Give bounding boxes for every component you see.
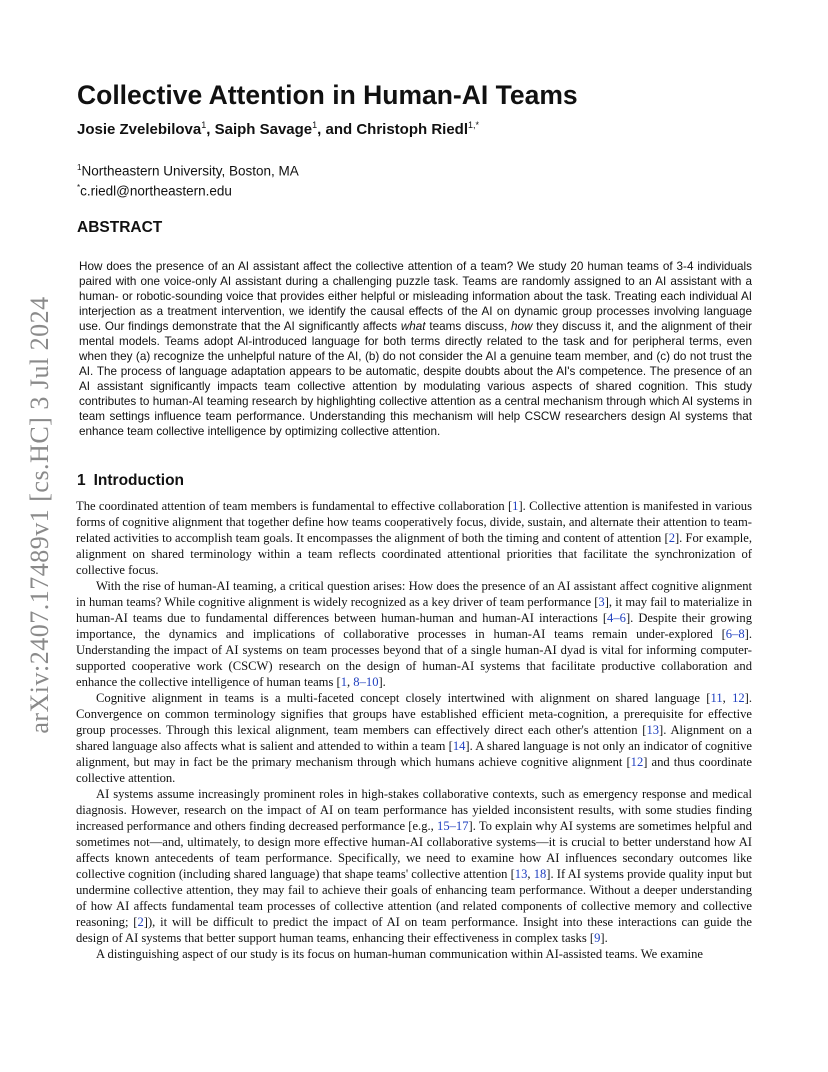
text-run: ]. bbox=[600, 931, 608, 945]
text-run: The coordinated attention of team members is fundamental to effective collaboration [ bbox=[76, 499, 513, 513]
introduction-body bbox=[76, 498, 752, 962]
text-run: AI systems assume increasingly prominent roles in high-stakes collaborative contexts, such as emergency response and medical diagnosis. However, research on the impact of AI on team performance has yielded inconsistent results, with some studies finding increased performance and others finding decreased performance [e.g., bbox=[76, 787, 752, 833]
citation-link[interactable]: 8–10 bbox=[353, 675, 379, 689]
affiliation-mark: * bbox=[77, 182, 81, 192]
affiliations bbox=[77, 160, 299, 199]
body-paragraph bbox=[76, 690, 752, 786]
author-name: Christoph Riedl bbox=[356, 121, 468, 138]
citation-link[interactable]: 12 bbox=[732, 691, 745, 705]
citation-link[interactable]: 9 bbox=[594, 931, 601, 945]
text-run: ]. Understanding the impact of AI systems on team processes beyond that of a single human-AI dyad is vital for informing computer-supported cooperative work (CSCW) research on the design of human-AI systems that facilitate productive collaboration and enhance the collective intelligence of human teams [ bbox=[76, 627, 752, 689]
author-separator: , bbox=[206, 121, 215, 138]
citation-link[interactable]: 11 bbox=[710, 691, 723, 705]
citation-link[interactable]: 13 bbox=[514, 867, 528, 881]
text-run: , bbox=[722, 691, 733, 705]
body-paragraph bbox=[76, 578, 752, 690]
text-run: they discuss it, and the alignment of their mental models. Teams adopt AI-introduced language for both terms directly related to the task and for peripheral terms, even when they (a) recognize the unhelpful nature of the AI, (b) do not consider the AI a genuine team member, and (c) do not trust the AI. The process of language adaptation appears to be automatic, despite doubts about the AI's competence. The presence of an AI assistant significantly impacts team collective attention by modulating various aspects of shared cognition. This study contributes to human-AI teaming research by highlighting collective attention as a central mechanism through which AI systems in team settings influence team performance. Understanding this mechanism will help CSCW researchers design AI systems that enhance team collective intelligence by optimizing collective attention. bbox=[79, 320, 752, 438]
paper-title: Collective Attention in Human-AI Teams bbox=[77, 80, 578, 110]
author-affiliation-mark: 1 bbox=[312, 120, 318, 130]
author-name: Josie Zvelebilova bbox=[77, 121, 202, 138]
section-heading bbox=[77, 472, 184, 490]
arxiv-sidebar bbox=[22, 296, 58, 734]
citation-link[interactable]: 13 bbox=[646, 723, 660, 737]
citation-link[interactable]: 2 bbox=[668, 531, 675, 545]
text-run: ]. bbox=[378, 675, 386, 689]
text-run: , bbox=[347, 675, 354, 689]
text-run: ]. Alignment on a shared language also affects what is salient and attended to within a team [ bbox=[76, 723, 752, 753]
section-title: Introduction bbox=[93, 472, 185, 489]
text-run: ]. To explain why AI systems are sometimes helpful and sometimes not—and, ultimately, to design more effective human-AI collaborative systems—it is crucial to better understand how AI affects known antecedents of team performance. Specifically, we need to examine how AI influences secondary outcomes like collective cognition (including shared language) that shape teams' collective attention [ bbox=[76, 819, 752, 881]
affiliation-line bbox=[77, 160, 299, 180]
citation-link[interactable]: 6–8 bbox=[725, 627, 745, 641]
text-run: A distinguishing aspect of our study is its focus on human-human communication within AI-assisted teams. We examine bbox=[96, 947, 704, 961]
author-separator: , and bbox=[317, 121, 357, 138]
text-run: How does the presence of an AI assistant affect the collective attention of a team? We study 20 human teams of 3-4 individuals paired with one voice-only AI assistant during a challenging puzzle task. Teams are randomly assigned to an AI assistant with a human- or robotic-sounding voice that provides either helpful or misleading information about the task. Treating each individual AI interjection as a treatment intervention, we identify the causal effects of the AI on dynamic group processes involving language use. Our findings demonstrate that the AI significantly affects bbox=[79, 260, 752, 333]
author-affiliation-mark: 1,* bbox=[468, 120, 480, 130]
citation-link[interactable]: 4–6 bbox=[607, 611, 626, 625]
emphasis-text: how bbox=[511, 320, 533, 333]
text-run: ], it may fail to materialize in human-AI teams due to fundamental differences between human-human and human-AI interactions [ bbox=[76, 595, 752, 625]
citation-link[interactable]: 3 bbox=[598, 595, 605, 609]
arxiv-identifier: arXiv:2407.17489v1 [cs.HC] 3 Jul 2024 bbox=[25, 296, 54, 734]
corresponding-email[interactable]: c.riedl@northeastern.edu bbox=[80, 183, 232, 198]
citation-link[interactable]: 18 bbox=[533, 867, 547, 881]
citation-link[interactable]: 12 bbox=[630, 755, 644, 769]
affiliation-text: Northeastern University, Boston, MA bbox=[81, 163, 299, 179]
text-run: ]. Convergence on common terminology signifies that groups have established efficient meta-cognition, a prerequisite for effective group processes. Through this lexical alignment, team members can effectively direct each other's attention [ bbox=[76, 691, 753, 737]
text-run: ]. A shared language is not only an indicator of cognitive alignment, but may in fact be the primary mechanism through which humans achieve cognitive alignment [ bbox=[76, 739, 752, 769]
body-paragraph bbox=[76, 498, 752, 578]
author-list bbox=[77, 120, 479, 138]
text-run: ]. If AI systems provide quality input but undermine collective attention, they may fail to achieve their goals of enhancing team performance. Without a deeper understanding of how AI affects fundamental team processes of collective attention (and related components of collective memory and collective reasoning; [ bbox=[76, 867, 753, 929]
text-run: ] and thus coordinate collective attention. bbox=[76, 755, 752, 785]
affiliation-line bbox=[77, 180, 299, 200]
citation-link[interactable]: 1 bbox=[512, 499, 519, 513]
affiliation-mark: 1 bbox=[77, 163, 82, 172]
text-run: With the rise of human-AI teaming, a critical question arises: How does the presence of an AI assistant affect cognitive alignment in human teams? While cognitive alignment is widely recognized as a key driver of team performance [ bbox=[76, 579, 752, 609]
text-run: teams discuss, bbox=[425, 320, 512, 333]
text-run: , bbox=[527, 867, 534, 881]
text-run: ]. Despite their growing importance, the dynamics and implications of collaborative processes in human-AI teams remain under-explored [ bbox=[76, 611, 752, 641]
text-run: ]. Collective attention is manifested in various forms of cognitive alignment that together define how teams cooperatively focus, divide, sustain, and alternate their attention to team-related activities to accomplish team goals. It encompasses the alignment of both the timing and content of attention [ bbox=[76, 499, 752, 545]
citation-link[interactable]: 15–17 bbox=[437, 819, 469, 833]
text-run: Cognitive alignment in teams is a multi-faceted concept closely intertwined with alignment on shared language [ bbox=[96, 691, 711, 705]
text-run: ]. For example, alignment on shared terminology within a team reflects coordinated attentional priorities that facilitate the synchronization of collective focus. bbox=[76, 531, 752, 577]
abstract-text bbox=[79, 259, 752, 439]
body-paragraph bbox=[76, 786, 752, 946]
text-run: ]), it will be difficult to predict the impact of AI on team performance. Insight into these interactions can guide the design of AI systems that better support human teams, enhancing their effectiveness in complex tasks [ bbox=[76, 915, 752, 945]
emphasis-text: what bbox=[400, 320, 426, 333]
author-affiliation-mark: 1 bbox=[201, 120, 207, 130]
body-paragraph bbox=[76, 946, 752, 962]
citation-link[interactable]: 2 bbox=[137, 915, 144, 929]
author-name: Saiph Savage bbox=[214, 121, 313, 138]
citation-link[interactable]: 14 bbox=[452, 739, 466, 753]
section-number: 1 bbox=[77, 472, 86, 489]
citation-link[interactable]: 1 bbox=[340, 675, 347, 689]
abstract-heading: ABSTRACT bbox=[77, 219, 163, 236]
